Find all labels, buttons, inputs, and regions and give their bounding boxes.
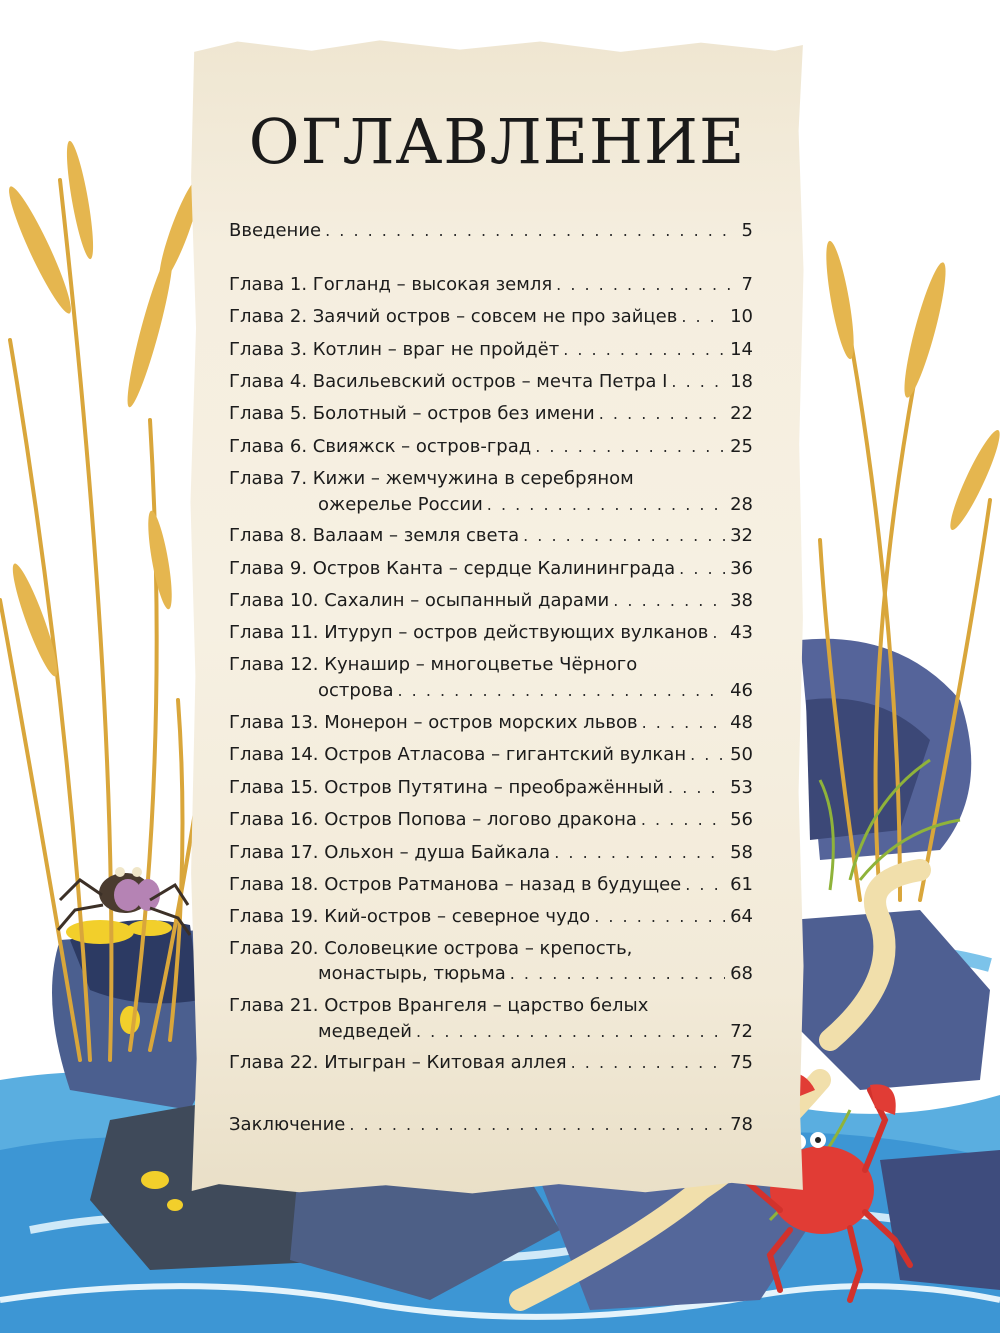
- toc-entry-chapter-16[interactable]: [229, 807, 753, 833]
- toc-entry-chapter-15[interactable]: [229, 775, 753, 801]
- toc-entry-conclusion[interactable]: [229, 1112, 753, 1138]
- toc-entry-chapter-20-line-2[interactable]: [229, 961, 753, 987]
- toc-entry-label: Глава 11. Итуруп – остров действующих вулканов: [229, 622, 709, 643]
- page-title: ОГЛАВЛЕНИЕ: [248, 105, 746, 178]
- dot-leader: [599, 401, 725, 427]
- toc-entry-label: Глава 7. Кижи – жемчужина в серебряном: [229, 468, 634, 489]
- toc-entry-chapter-8[interactable]: [229, 523, 753, 549]
- toc-entry-page: 28: [730, 494, 753, 515]
- dot-leader: [594, 904, 725, 930]
- toc-entry-chapter-20-line-1[interactable]: [229, 936, 753, 962]
- toc-entry-page: 61: [730, 874, 753, 895]
- toc-entry-label-continuation: медведей: [318, 1021, 412, 1042]
- toc-entry-chapter-2[interactable]: [229, 304, 753, 330]
- toc-entry-chapter-19[interactable]: [229, 904, 753, 930]
- toc-entry-chapter-7-line-2[interactable]: [229, 492, 753, 518]
- toc-entry-label: Глава 6. Свияжск – остров-град: [229, 436, 532, 457]
- dot-leader: [397, 678, 725, 704]
- toc-entry-page: 38: [730, 590, 753, 611]
- toc-entry-chapter-12-line-1[interactable]: [229, 652, 753, 678]
- dot-leader: [679, 556, 725, 582]
- toc-entry-page: 78: [730, 1114, 753, 1135]
- toc-entry-label: Глава 5. Болотный – остров без имени: [229, 403, 595, 424]
- toc-entry-label: Глава 15. Остров Путятина – преображённый: [229, 777, 665, 798]
- toc-entry-chapter-7-line-1[interactable]: [229, 466, 753, 492]
- toc-entry-chapter-9[interactable]: [229, 556, 753, 582]
- dot-leader: [671, 369, 725, 395]
- dot-leader: [641, 807, 725, 833]
- toc-entry-label: Глава 1. Гогланд – высокая земля: [229, 274, 553, 295]
- toc-entry-page: 68: [730, 963, 753, 984]
- toc-entry-page: 10: [730, 306, 753, 327]
- toc-entry-chapter-21-line-1[interactable]: [229, 993, 753, 1019]
- toc-entry-label: Глава 9. Остров Канта – сердце Калининграда: [229, 558, 676, 579]
- dot-leader: [349, 1112, 725, 1138]
- toc-entry-page: 50: [730, 744, 753, 765]
- dot-leader: [712, 620, 725, 646]
- toc-entry-label: Глава 8. Валаам – земля света: [229, 525, 520, 546]
- dot-leader: [510, 961, 725, 987]
- toc-entry-chapter-13[interactable]: [229, 710, 753, 736]
- dot-leader: [554, 840, 725, 866]
- toc-entry-label: Глава 10. Сахалин – осыпанный дарами: [229, 590, 610, 611]
- toc-entry-page: 22: [730, 403, 753, 424]
- toc-entry-chapter-5[interactable]: [229, 401, 753, 427]
- toc-entry-page: 25: [730, 436, 753, 457]
- toc-entry-chapter-14[interactable]: [229, 742, 753, 768]
- toc-entry-page: 46: [730, 680, 753, 701]
- toc-entry-page: 53: [730, 777, 753, 798]
- dot-leader: [668, 775, 725, 801]
- toc-entry-label: Глава 21. Остров Врангеля – царство белых: [229, 995, 649, 1016]
- toc-entry-page: 43: [730, 622, 753, 643]
- dot-leader: [556, 272, 736, 298]
- dot-leader: [416, 1019, 725, 1045]
- dot-leader: [685, 872, 725, 898]
- toc-entry-page: 7: [741, 274, 753, 295]
- toc-entry-chapter-22[interactable]: [229, 1050, 753, 1076]
- toc-entry-chapter-21-line-2[interactable]: [229, 1019, 753, 1045]
- toc-entry-label: Глава 4. Васильевский остров – мечта Петра I: [229, 371, 668, 392]
- toc-entry-page: 75: [730, 1052, 753, 1073]
- dot-leader: [487, 492, 725, 518]
- toc-entry-intro[interactable]: [229, 218, 753, 244]
- toc-entry-label-continuation: монастырь, тюрьма: [318, 963, 506, 984]
- toc-entry-page: 14: [730, 339, 753, 360]
- toc-entry-chapter-11[interactable]: [229, 620, 753, 646]
- toc-entry-label: Глава 19. Кий-остров – северное чудо: [229, 906, 591, 927]
- toc-entry-label: Глава 13. Монерон – остров морских львов: [229, 712, 638, 733]
- toc-entry-chapter-3[interactable]: [229, 337, 753, 363]
- toc-entry-label-continuation: острова: [318, 680, 394, 701]
- toc-entry-label: Глава 20. Соловецкие острова – крепость,: [229, 938, 633, 959]
- dot-leader: [571, 1050, 725, 1076]
- toc-entry-label: Введение: [229, 220, 322, 241]
- toc-entry-chapter-1[interactable]: [229, 272, 753, 298]
- toc-entry-chapter-18[interactable]: [229, 872, 753, 898]
- toc-entry-page: 56: [730, 809, 753, 830]
- toc-entry-chapter-10[interactable]: [229, 588, 753, 614]
- toc-entry-label: Глава 16. Остров Попова – логово дракона: [229, 809, 637, 830]
- toc-entry-label: Заключение: [229, 1114, 346, 1135]
- toc-entry-page: 72: [730, 1021, 753, 1042]
- dot-leader: [325, 218, 736, 244]
- toc-entry-label: Глава 12. Кунашир – многоцветье Чёрного: [229, 654, 638, 675]
- toc-entry-chapter-12-line-2[interactable]: [229, 678, 753, 704]
- toc-entry-label: Глава 22. Итыгран – Китовая аллея: [229, 1052, 567, 1073]
- reed-heads-right: [821, 239, 1000, 533]
- toc-entry-label: Глава 3. Котлин – враг не пройдёт: [229, 339, 560, 360]
- dot-leader: [642, 710, 725, 736]
- toc-entry-label: Глава 18. Остров Ратманова – назад в будущее: [229, 874, 682, 895]
- dot-leader: [613, 588, 725, 614]
- dot-leader: [563, 337, 725, 363]
- toc-entry-page: 64: [730, 906, 753, 927]
- toc-entry-page: 5: [741, 220, 753, 241]
- dot-leader: [535, 434, 725, 460]
- toc-entry-chapter-6[interactable]: [229, 434, 753, 460]
- toc-entry-label-continuation: ожерелье России: [318, 494, 483, 515]
- reed-heads-left: [1, 140, 207, 680]
- dot-leader: [690, 742, 725, 768]
- dot-leader: [681, 304, 725, 330]
- toc-entry-page: 48: [730, 712, 753, 733]
- toc-entry-chapter-17[interactable]: [229, 840, 753, 866]
- toc-entry-page: 18: [730, 371, 753, 392]
- toc-entry-label: Глава 14. Остров Атласова – гигантский вулкан: [229, 744, 687, 765]
- toc-entry-page: 36: [730, 558, 753, 579]
- toc-entry-label: Глава 17. Ольхон – душа Байкала: [229, 842, 551, 863]
- toc-entry-page: 32: [730, 525, 753, 546]
- toc-entry-chapter-4[interactable]: [229, 369, 753, 395]
- dot-leader: [523, 523, 725, 549]
- toc-entry-page: 58: [730, 842, 753, 863]
- toc-entry-label: Глава 2. Заячий остров – совсем не про зайцев: [229, 306, 678, 327]
